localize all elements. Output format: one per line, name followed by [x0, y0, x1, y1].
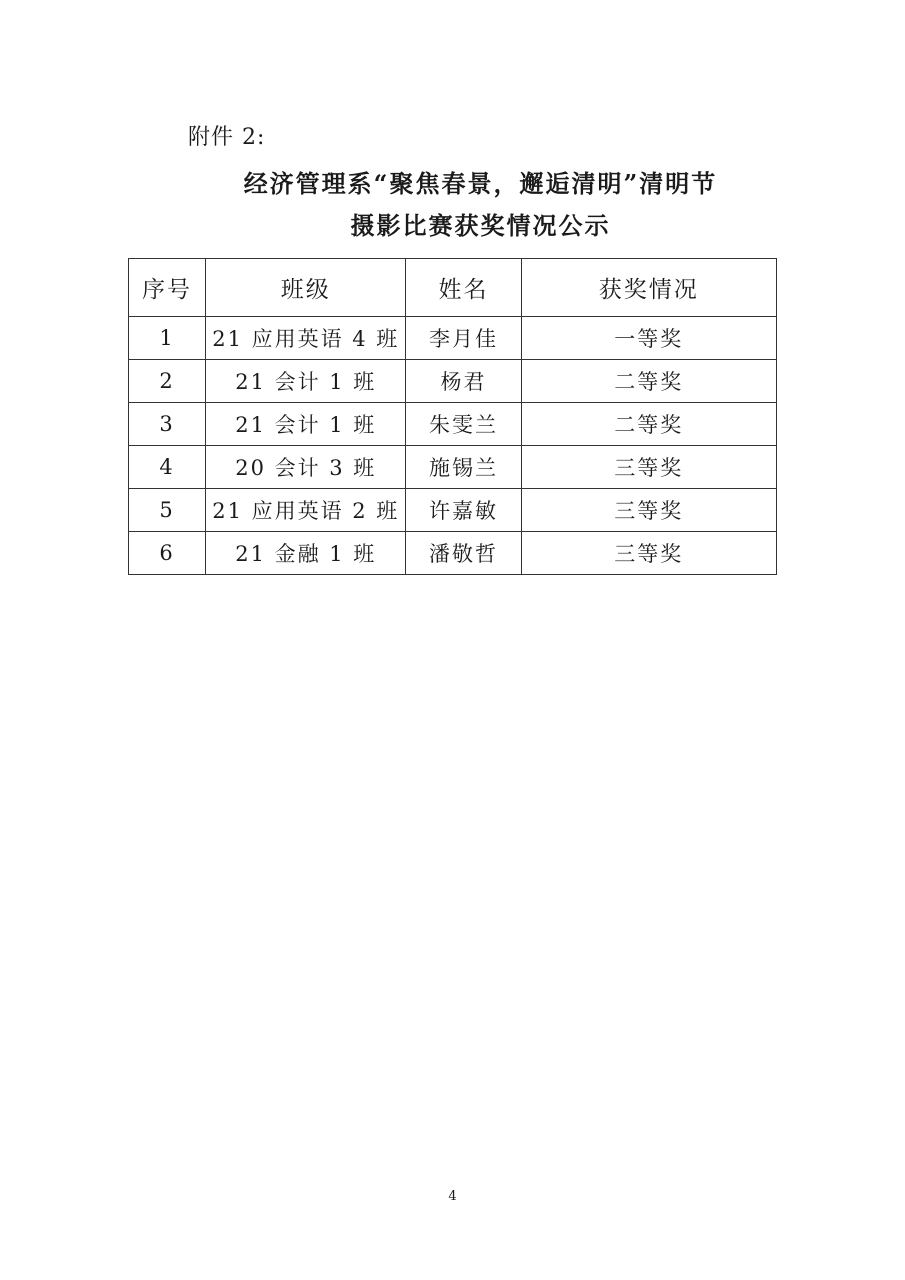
table-row: [129, 360, 777, 403]
cell-name: 李月佳: [406, 317, 521, 360]
table-row: [129, 317, 777, 360]
cell-serial-number: 1: [129, 317, 206, 360]
cell-class: 21 会计 1 班: [206, 403, 406, 446]
table-row: [129, 532, 777, 575]
cell-name: 杨君: [406, 360, 521, 403]
header-name: 姓名: [406, 259, 521, 317]
document-title-line2: 摄影比赛获奖情况公示: [350, 211, 611, 240]
header-serial-number: 序号: [129, 259, 206, 317]
cell-class: 21 金融 1 班: [206, 532, 406, 575]
cell-class: 20 会计 3 班: [206, 446, 406, 489]
table-row: [129, 403, 777, 446]
cell-award: 三等奖: [521, 489, 776, 532]
cell-award: 三等奖: [521, 532, 776, 575]
cell-name: 潘敬哲: [406, 532, 521, 575]
page-number: 4: [448, 1189, 457, 1204]
table-row: [129, 446, 777, 489]
awards-table: [128, 258, 777, 575]
cell-serial-number: 4: [129, 446, 206, 489]
cell-award: 三等奖: [521, 446, 776, 489]
table-header-row: [129, 259, 777, 317]
cell-award: 二等奖: [521, 360, 776, 403]
header-class: 班级: [206, 259, 406, 317]
cell-serial-number: 3: [129, 403, 206, 446]
document-title-line1: 经济管理系“聚焦春景，邂逅清明”清明节: [243, 169, 718, 198]
header-award: 获奖情况: [521, 259, 776, 317]
cell-class: 21 应用英语 2 班: [206, 489, 406, 532]
cell-serial-number: 2: [129, 360, 206, 403]
cell-name: 施锡兰: [406, 446, 521, 489]
cell-class: 21 会计 1 班: [206, 360, 406, 403]
attachment-label: 附件 2:: [188, 125, 266, 150]
cell-class: 21 应用英语 4 班: [206, 317, 406, 360]
cell-award: 二等奖: [521, 403, 776, 446]
cell-award: 一等奖: [521, 317, 776, 360]
cell-serial-number: 6: [129, 532, 206, 575]
cell-name: 许嘉敏: [406, 489, 521, 532]
table-row: [129, 489, 777, 532]
cell-serial-number: 5: [129, 489, 206, 532]
cell-name: 朱雯兰: [406, 403, 521, 446]
